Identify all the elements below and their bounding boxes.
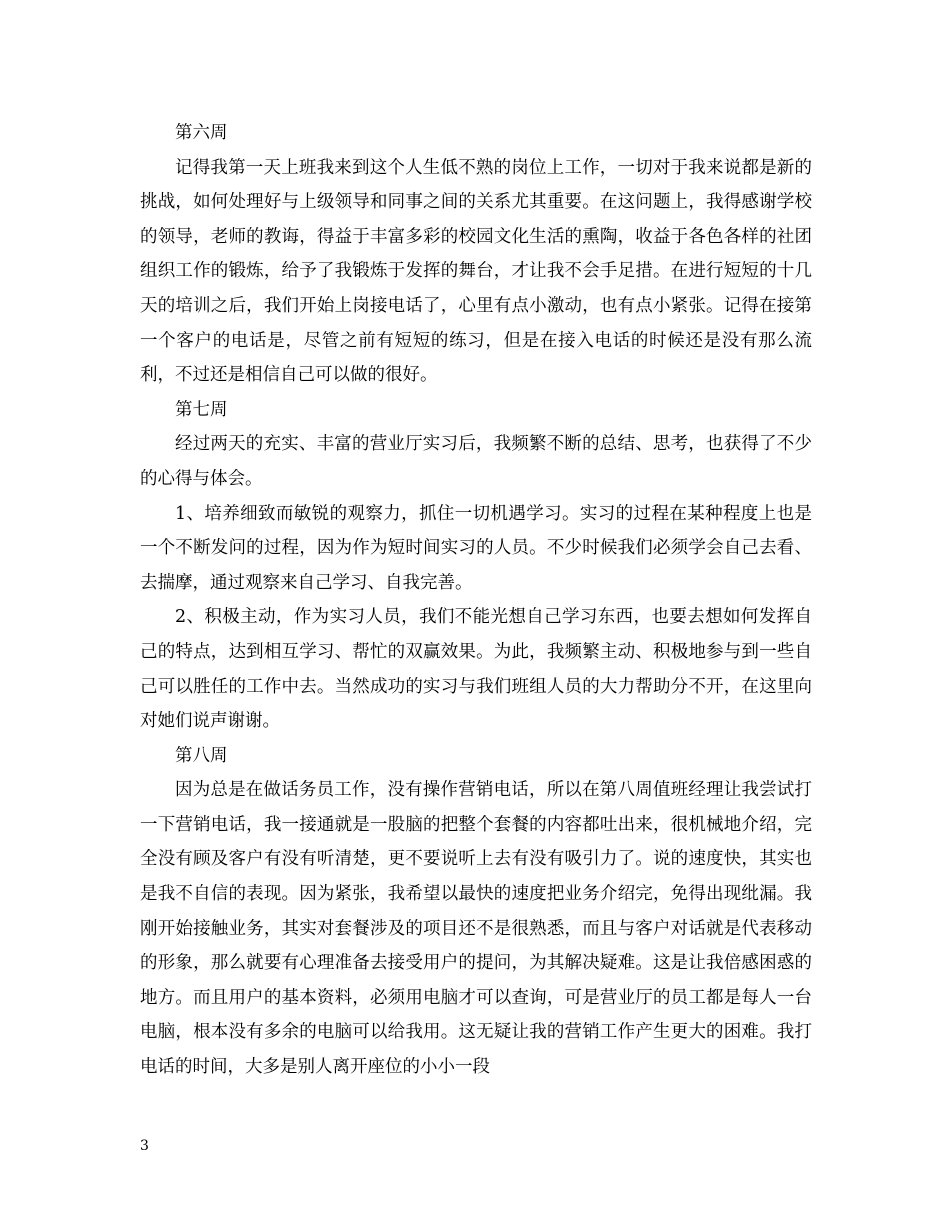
- paragraph: 因为总是在做话务员工作，没有操作营销电话，所以在第八周值班经理让我尝试打一下营销电话，我一接通就是一股脑的把整个套餐的内容都吐出来，很机械地介绍，完全没有顾及客户有没有听清楚，更不要说听上去有没有吸引力了。说的速度快，其实也是我不自信的表现。因为紧张，我希望以最快的速度把业务介绍完，免得出现纰漏。我刚开始接触业务，其实对套餐涉及的项目还不是很熟悉，而且与客户对话就是代表移动的形象，那么就要有心理准备去接受用户的提问，为其解决疑难。这是让我倍感困惑的地方。而且用户的基本资料，必须用电脑才可以查询，可是营业厅的员工都是每人一台电脑，根本没有多余的电脑可以给我用。这无疑让我的营销工作产生更大的困难。我打电话的时间，大多是别人离开座位的小小一段: [140, 780, 812, 1078]
- paragraph: 记得我第一天上班我来到这个人生低不熟的岗位上工作，一切对于我来说都是新的挑战，如何处理好与上级领导和同事之间的关系尤其重要。在这问题上，我得感谢学校的领导，老师的教诲，得益于丰富多彩的校园文化生活的熏陶，收益于各色各样的社团组织工作的锻炼，给予了我锻炼于发挥的舞台，才让我不会手足措。在进行短短的十几天的培训之后，我们开始上岗接电话了，心里有点小激动，也有点小紧张。记得在接第一个客户的电话是，尽管之前有短短的练习，但是在接入电话的时候还是没有那么流利，不过还是相信自己可以做的很好。: [140, 157, 812, 386]
- section-heading-week-7: 第七周: [175, 399, 228, 420]
- paragraph: 经过两天的充实、丰富的营业厅实习后，我频繁不断的总结、思考，也获得了不少的心得与体会。: [140, 434, 812, 489]
- document-body: [140, 116, 812, 1085]
- page-number: 3: [140, 1138, 149, 1154]
- paragraph: 1、培养细致而敏锐的观察力，抓住一切机遇学习。实习的过程在某种程度上也是一个不断发问的过程，因为作为短时间实习的人员。不少时候我们必须学会自己去看、去揣摩，通过观察来自己学习、自我完善。: [140, 503, 812, 593]
- paragraph: 2、积极主动，作为实习人员，我们不能光想自己学习东西，也要去想如何发挥自己的特点，达到相互学习、帮忙的双赢效果。为此，我频繁主动、积极地参与到一些自己可以胜任的工作中去。当然成功的实习与我们班组人员的大力帮助分不开，在这里向对她们说声谢谢。: [140, 607, 812, 732]
- section-heading-week-6: 第六周: [175, 123, 228, 143]
- section-heading-week-8: 第八周: [175, 745, 228, 766]
